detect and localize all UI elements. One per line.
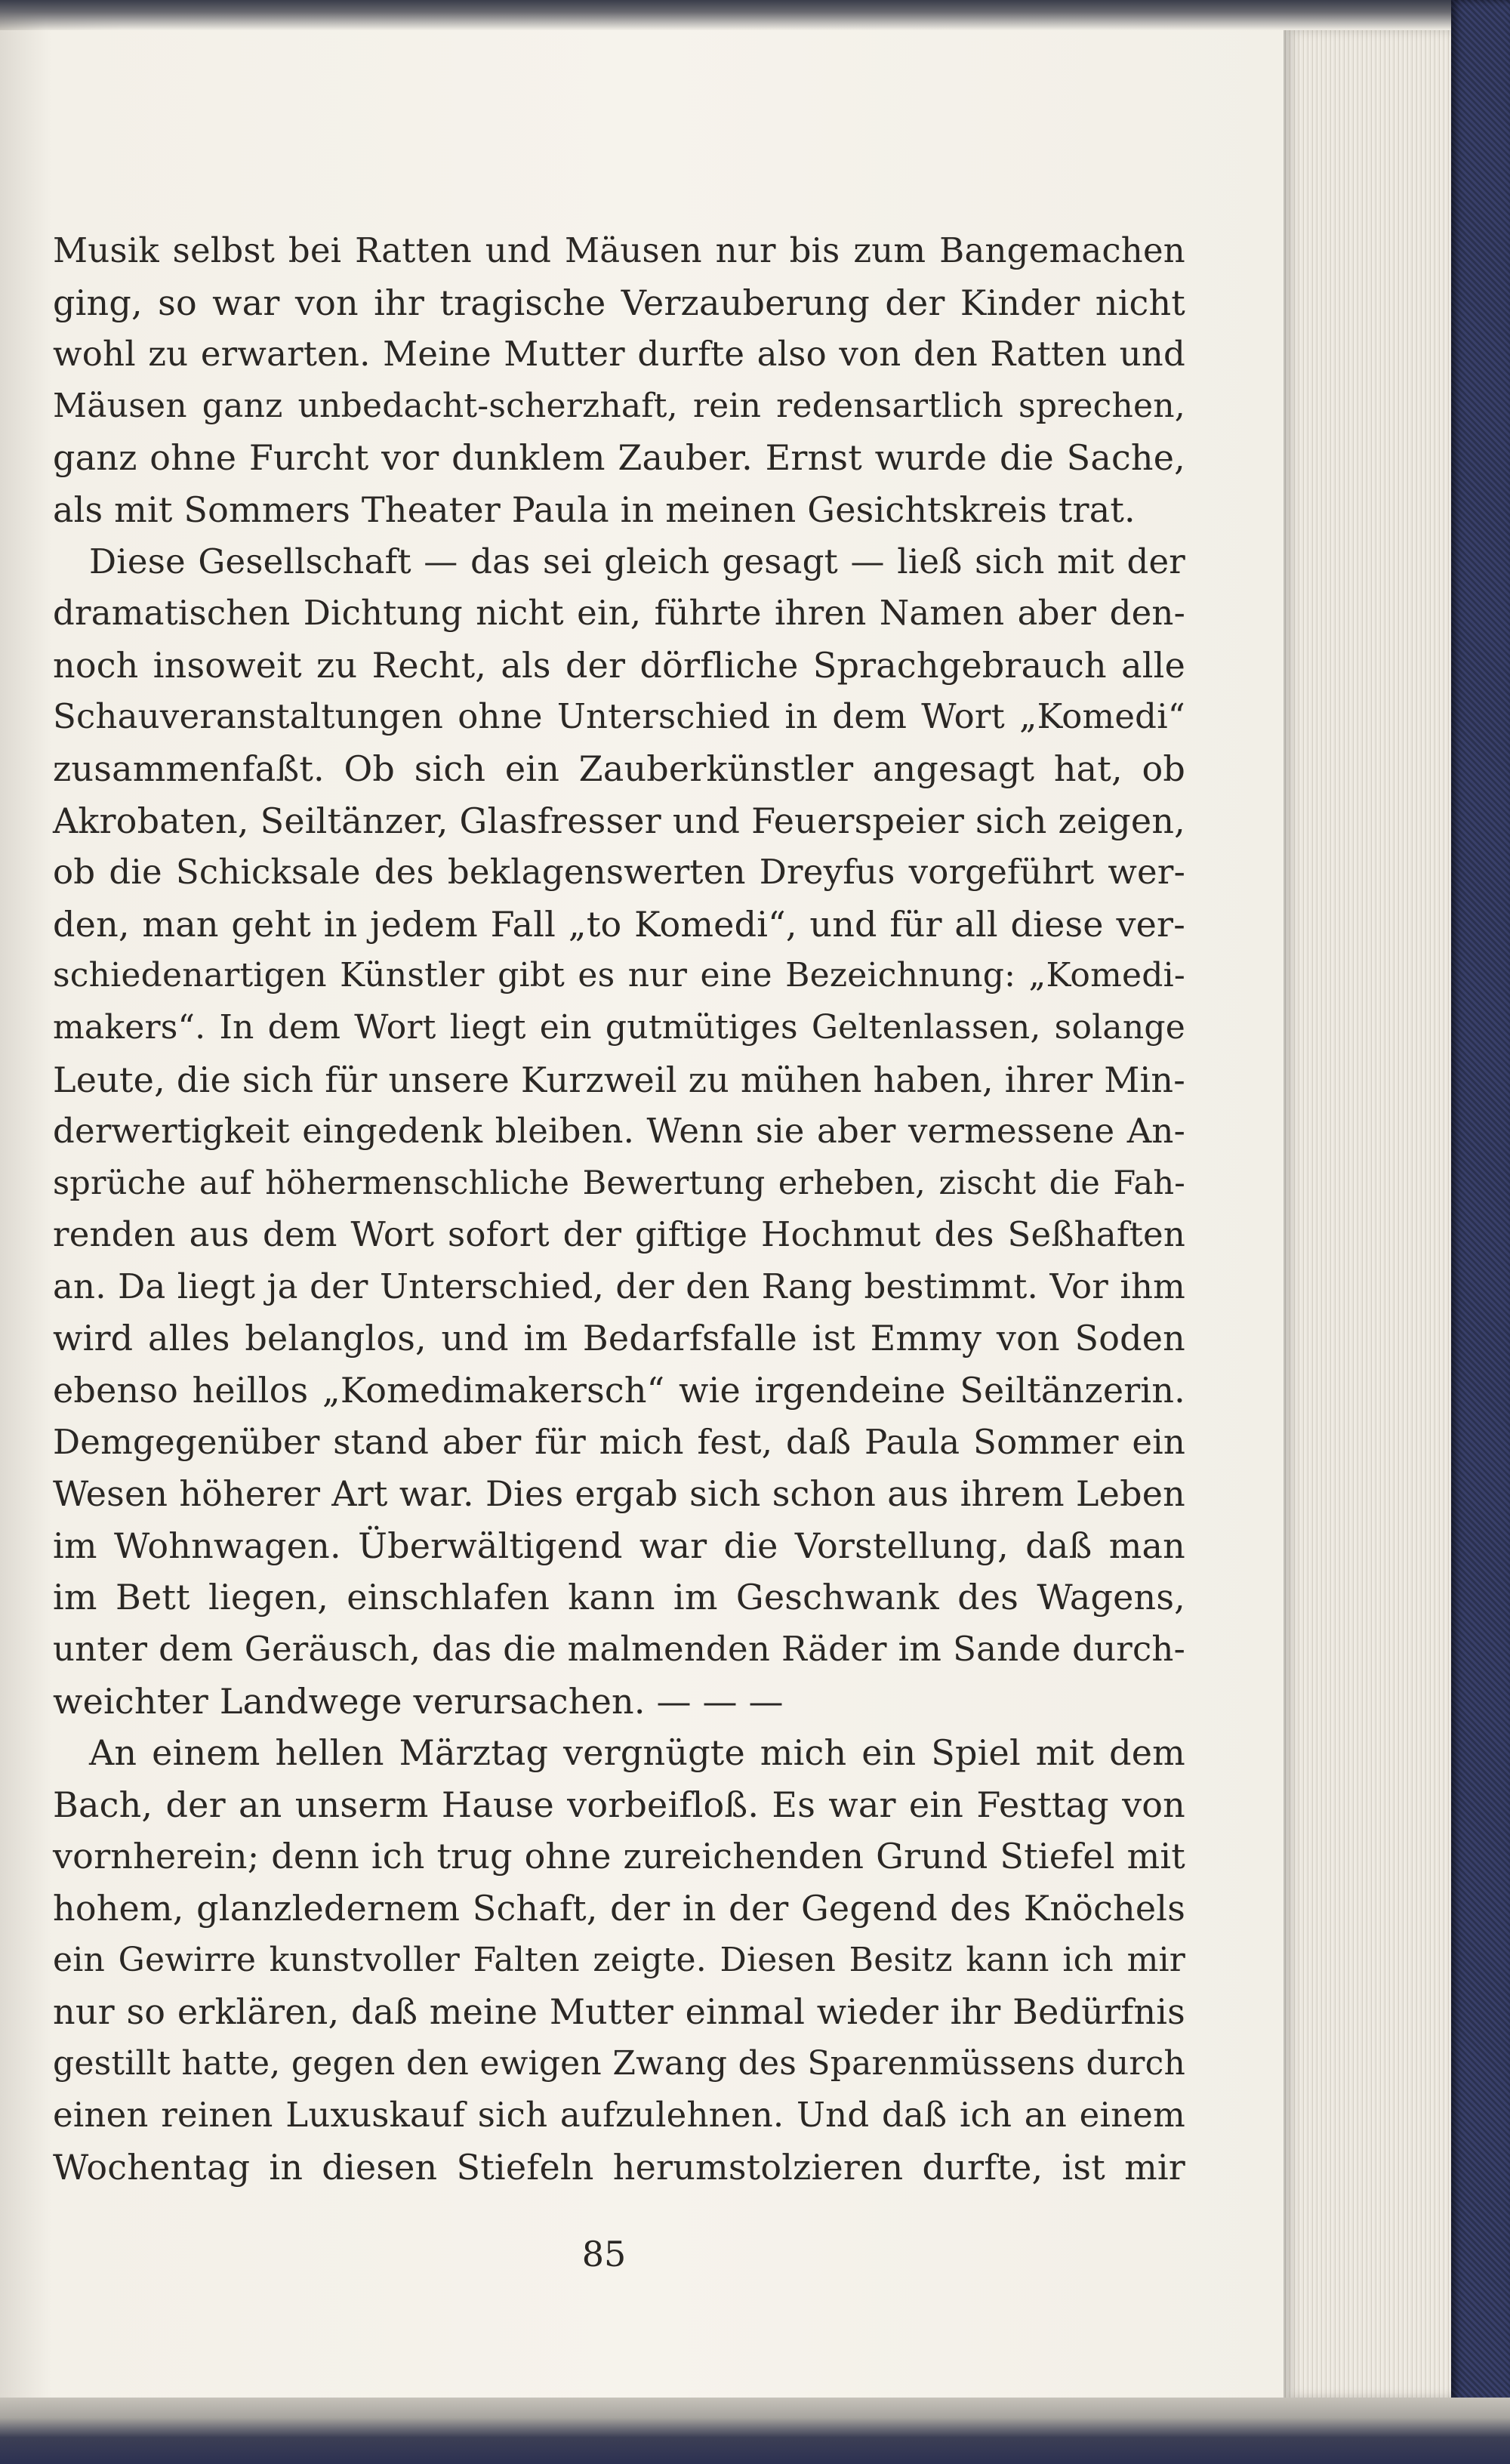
text-line: nur so erklären, daß meine Mutter einmal wieder ihr Bedürfnis [53, 1991, 1185, 2033]
text-line: makers“. In dem Wort liegt ein gutmütiges Geltenlassen, solange [53, 1007, 1185, 1047]
top-edge [0, 0, 1510, 30]
text-line: Akrobaten, Seiltänzer, Glasfresser und Feuerspeier sich zeigen, [53, 800, 1185, 841]
text-line: Diese Gesellschaft — das sei gleich gesagt — ließ sich mit der [89, 541, 1185, 581]
text-line: im Bett liegen, einschlafen kann im Geschwank des Wagens, [53, 1577, 1185, 1618]
text-line: renden aus dem Wort sofort der giftige Hochmut des Seßhaften [53, 1214, 1185, 1255]
book-cover-bottom [0, 2398, 1510, 2464]
book-page [0, 30, 1284, 2398]
text-line: Leute, die sich für unsere Kurzweil zu mühen haben, ihrer Min- [53, 1059, 1185, 1100]
text-line: An einem hellen Märztag vergnügte mich ein Spiel mit dem [89, 1732, 1185, 1774]
text-line: vornherein; denn ich trug ohne zureichenden Grund Stiefel mit [53, 1836, 1185, 1877]
text-line: derwertigkeit eingedenk bleiben. Wenn sie aber vermessene An- [53, 1111, 1185, 1152]
text-line: als mit Sommers Theater Paula in meinen Gesichtskreis trat. [53, 489, 1136, 530]
text-line: Musik selbst bei Ratten und Mäusen nur bis zum Bangemachen [53, 230, 1185, 270]
text-line: im Wohnwagen. Überwältigend war die Vorstellung, daß man [53, 1525, 1185, 1566]
text-line: dramatischen Dichtung nicht ein, führte ihren Namen aber den- [53, 593, 1185, 634]
text-line: Bach, der an unserm Hause vorbeifloß. Es war ein Festtag von [53, 1784, 1185, 1825]
text-line: schiedenartigen Künstler gibt es nur eine Bezeichnung: „Komedi- [53, 956, 1185, 995]
text-line: ob die Schicksale des beklagenswerten Dreyfus vorgeführt wer- [53, 852, 1185, 893]
text-line: gestillt hatte, gegen den ewigen Zwang des Sparenmüssens durch [53, 2043, 1185, 2083]
text-line: unter dem Geräusch, das die malmenden Räder im Sande durch- [53, 1629, 1185, 1670]
text-line: den, man geht in jedem Fall „to Komedi“, und für all diese ver- [53, 903, 1185, 945]
text-line: wohl zu erwarten. Meine Mutter durfte also von den Ratten und [53, 334, 1185, 375]
text-line: ganz ohne Furcht vor dunklem Zauber. Ernst wurde die Sache, [53, 437, 1185, 479]
text-line: wird alles belanglos, und im Bedarfsfalle ist Emmy von Soden [53, 1318, 1185, 1359]
page-edges [1284, 30, 1451, 2398]
text-line: weichter Landwege verursachen. — — — [53, 1680, 784, 1722]
text-line: Wochentag in diesen Stiefeln herumstolzieren durfte, ist mir [53, 2146, 1185, 2188]
book-cover-right [1451, 0, 1510, 2464]
text-line: zusammenfaßt. Ob sich ein Zauberkünstler angesagt hat, ob [53, 748, 1185, 789]
text-line: hohem, glanzledernem Schaft, der in der Gegend des Knöchels [53, 1888, 1185, 1929]
text-line: Demgegenüber stand aber für mich fest, daß Paula Sommer ein [53, 1421, 1185, 1462]
text-line: Wesen höherer Art war. Dies ergab sich schon aus ihrem Leben [53, 1473, 1185, 1515]
text-line: noch insoweit zu Recht, als der dörfliche Sprachgebrauch alle [53, 644, 1185, 686]
page-number: 85 [581, 2234, 627, 2274]
text-line: einen reinen Luxuskauf sich aufzulehnen. Und daß ich an einem [53, 2095, 1185, 2136]
text-line: Mäusen ganz unbedacht-scherzhaft, rein redensartlich sprechen, [53, 386, 1185, 425]
text-line: ging, so war von ihr tragische Verzauberung der Kinder nicht [53, 282, 1185, 323]
text-line: an. Da liegt ja der Unterschied, der den Rang bestimmt. Vor ihm [53, 1266, 1185, 1306]
text-line: ein Gewirre kunstvoller Falten zeigte. Diesen Besitz kann ich mir [53, 1940, 1185, 1979]
text-line: sprüche auf höhermenschliche Bewertung erheben, zischt die Fah- [53, 1164, 1185, 1202]
text-line: Schauveranstaltungen ohne Unterschied in dem Wort „Komedi“ [53, 696, 1185, 737]
text-line: ebenso heillos „Komedimakersch“ wie irgendeine Seiltänzerin. [53, 1370, 1185, 1411]
page-text [53, 225, 1185, 2194]
